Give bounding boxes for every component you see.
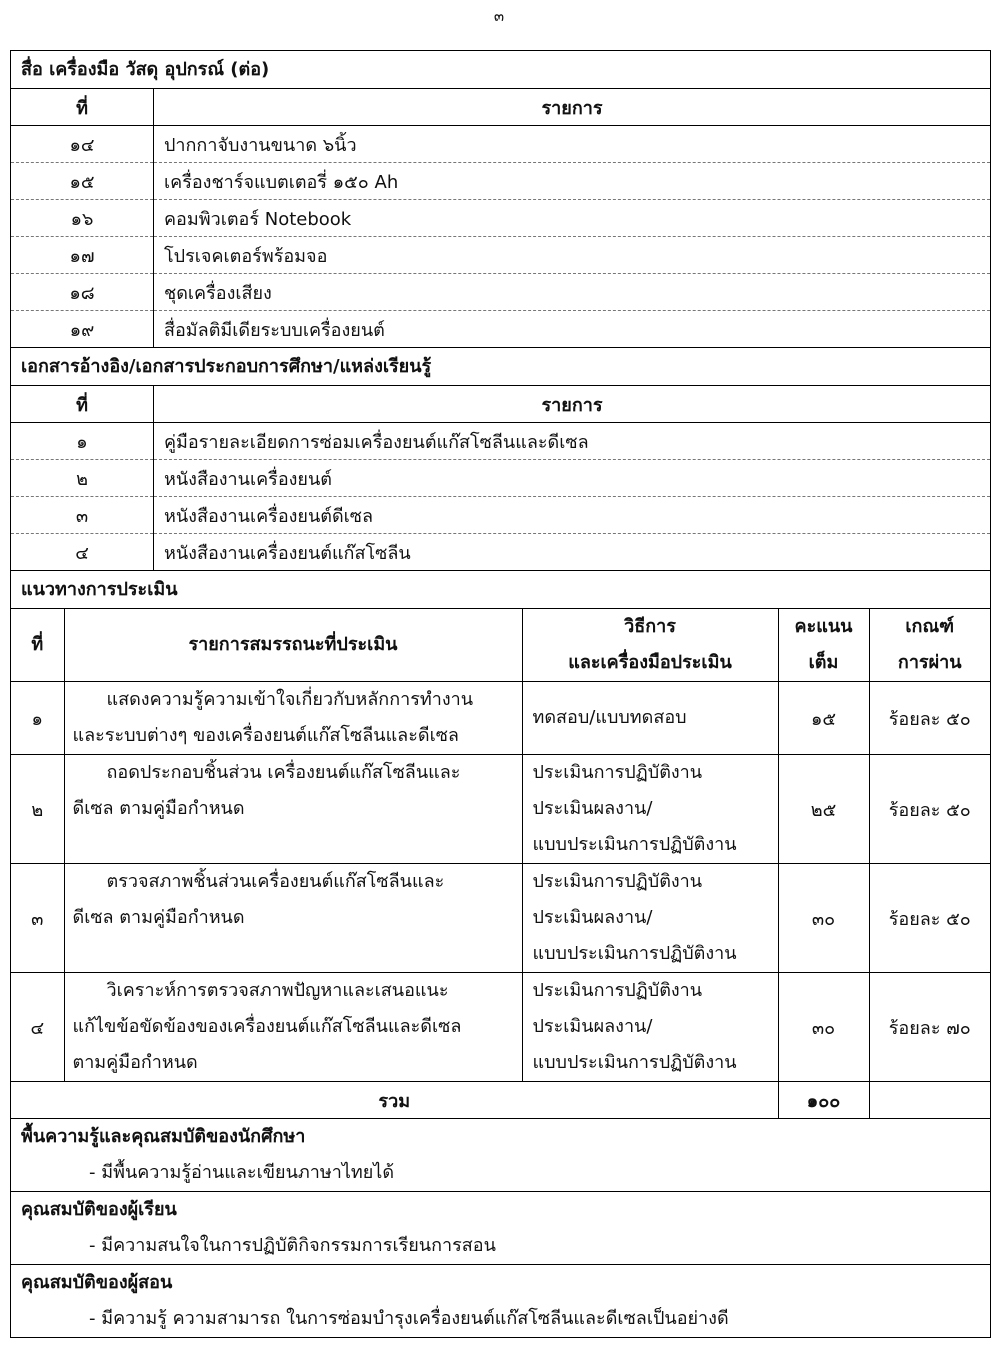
total-row (11, 1082, 990, 1119)
full-score: ๓๐ (778, 973, 869, 1082)
row-item: หนังสืองานเครื่องยนต์แก๊สโซลีน (154, 534, 991, 571)
instructor-qualifications-body: - มีความรู้ ความสามารถ ในการซ่อมบำรุงเครื่องยนต์แก๊สโซลีนและดีเซลเป็นอย่างดี (89, 1308, 729, 1329)
full-score: ๑๕ (778, 682, 869, 755)
row-item: สื่อมัลติมีเดียระบบเครื่องยนต์ (154, 311, 991, 348)
references-table (11, 385, 990, 571)
learner-qualifications-title: คุณสมบัติของผู้เรียน (21, 1199, 177, 1220)
assessment-section-title: แนวทางการประเมิน (21, 579, 178, 600)
table-row (11, 864, 990, 973)
assessment-method: ประเมินการปฏิบัติงาน ประเมินผลงาน/ แบบประเมินการปฏิบัติงาน (522, 973, 778, 1082)
column-header-score: คะแนน เต็ม (778, 609, 869, 682)
competency-description: ถอดประกอบชิ้นส่วน เครื่องยนต์แก๊สโซลีนและ ดีเซล ตามคู่มือกำหนด (64, 755, 522, 864)
row-item: คู่มือรายละเอียดการซ่อมเครื่องยนต์แก๊สโซลีนและดีเซล (154, 423, 991, 460)
total-criteria-empty (869, 1082, 990, 1119)
row-number: ๑๘ (11, 274, 154, 311)
assessment-method: ทดสอบ/แบบทดสอบ (522, 682, 778, 755)
pass-criteria: ร้อยละ ๕๐ (869, 864, 990, 973)
student-background-block (11, 1119, 990, 1192)
materials-section-title: สื่อ เครื่องมือ วัสดุ อุปกรณ์ (ต่อ) (21, 59, 270, 80)
column-header-method: วิธีการ และเครื่องมือประเมิน (522, 609, 778, 682)
row-number: ๑ (11, 423, 154, 460)
competency-description: ตรวจสภาพชิ้นส่วนเครื่องยนต์แก๊สโซลีนและ ดีเซล ตามคู่มือกำหนด (64, 864, 522, 973)
row-number: ๑๗ (11, 237, 154, 274)
materials-table (11, 88, 990, 348)
row-number: ๒ (11, 460, 154, 497)
table-row (11, 534, 990, 571)
competency-description: แสดงความรู้ความเข้าใจเกี่ยวกับหลักการทำงาน และระบบต่างๆ ของเครื่องยนต์แก๊สโซลีนและดีเซล (64, 682, 522, 755)
row-item: โปรเจคเตอร์พร้อมจอ (154, 237, 991, 274)
pass-criteria: ร้อยละ ๕๐ (869, 755, 990, 864)
table-row (11, 274, 990, 311)
column-header-competency: รายการสมรรถนะที่ประเมิน (64, 609, 522, 682)
instructor-qualifications-block (11, 1265, 990, 1337)
pass-criteria: ร้อยละ ๗๐ (869, 973, 990, 1082)
row-number: ๔ (11, 973, 64, 1082)
column-header-item: รายการ (154, 89, 991, 126)
row-number: ๑๙ (11, 311, 154, 348)
table-row (11, 237, 990, 274)
table-row (11, 126, 990, 163)
competency-description: วิเคราะห์การตรวจสภาพปัญหาและเสนอแนะ แก้ไขข้อขัดข้องของเครื่องยนต์แก๊สโซลีนและดีเซล ตามคู่มือกำหนด (64, 973, 522, 1082)
table-row (11, 682, 990, 755)
row-number: ๓ (11, 497, 154, 534)
total-label: รวม (11, 1082, 778, 1119)
row-item: ปากกาจับงานขนาด ๖นิ้ว (154, 126, 991, 163)
learner-qualifications-block (11, 1192, 990, 1265)
table-row (11, 311, 990, 348)
learner-qualifications-body: - มีความสนใจในการปฏิบัติกิจกรรมการเรียนการสอน (89, 1235, 496, 1256)
student-background-title: พื้นความรู้และคุณสมบัติของนักศึกษา (21, 1126, 306, 1147)
row-item: หนังสืองานเครื่องยนต์ดีเซล (154, 497, 991, 534)
row-number: ๔ (11, 534, 154, 571)
table-row (11, 497, 990, 534)
column-header-item: รายการ (154, 386, 991, 423)
table-row (11, 460, 990, 497)
column-header-criteria: เกณฑ์ การผ่าน (869, 609, 990, 682)
row-number: ๑ (11, 682, 64, 755)
table-row (11, 755, 990, 864)
document-frame (10, 50, 991, 1338)
assessment-table (11, 608, 990, 1119)
full-score: ๓๐ (778, 864, 869, 973)
row-number: ๒ (11, 755, 64, 864)
row-number: ๓ (11, 864, 64, 973)
pass-criteria: ร้อยละ ๕๐ (869, 682, 990, 755)
references-section-title: เอกสารอ้างอิง/เอกสารประกอบการศึกษา/แหล่งเรียนรู้ (21, 356, 432, 377)
row-number: ๑๖ (11, 200, 154, 237)
page-number: ๓ (493, 7, 505, 25)
row-number: ๑๔ (11, 126, 154, 163)
column-header-no: ที่ (11, 89, 154, 126)
table-row (11, 163, 990, 200)
table-row (11, 423, 990, 460)
row-item: เครื่องชาร์จแบตเตอรี่ ๑๕๐ Ah (154, 163, 991, 200)
table-row (11, 200, 990, 237)
instructor-qualifications-title: คุณสมบัติของผู้สอน (21, 1272, 173, 1293)
table-header-row (11, 609, 990, 682)
row-item: คอมพิวเตอร์ Notebook (154, 200, 991, 237)
row-item: หนังสืองานเครื่องยนต์ (154, 460, 991, 497)
total-score: ๑๐๐ (778, 1082, 869, 1119)
table-header-row (11, 386, 990, 423)
student-background-body: - มีพื้นความรู้อ่านและเขียนภาษาไทยได้ (89, 1162, 395, 1183)
assessment-method: ประเมินการปฏิบัติงาน ประเมินผลงาน/ แบบประเมินการปฏิบัติงาน (522, 755, 778, 864)
row-item: ชุดเครื่องเสียง (154, 274, 991, 311)
table-row (11, 973, 990, 1082)
row-number: ๑๕ (11, 163, 154, 200)
column-header-no: ที่ (11, 386, 154, 423)
table-header-row (11, 89, 990, 126)
assessment-method: ประเมินการปฏิบัติงาน ประเมินผลงาน/ แบบประเมินการปฏิบัติงาน (522, 864, 778, 973)
column-header-no: ที่ (11, 609, 64, 682)
full-score: ๒๕ (778, 755, 869, 864)
